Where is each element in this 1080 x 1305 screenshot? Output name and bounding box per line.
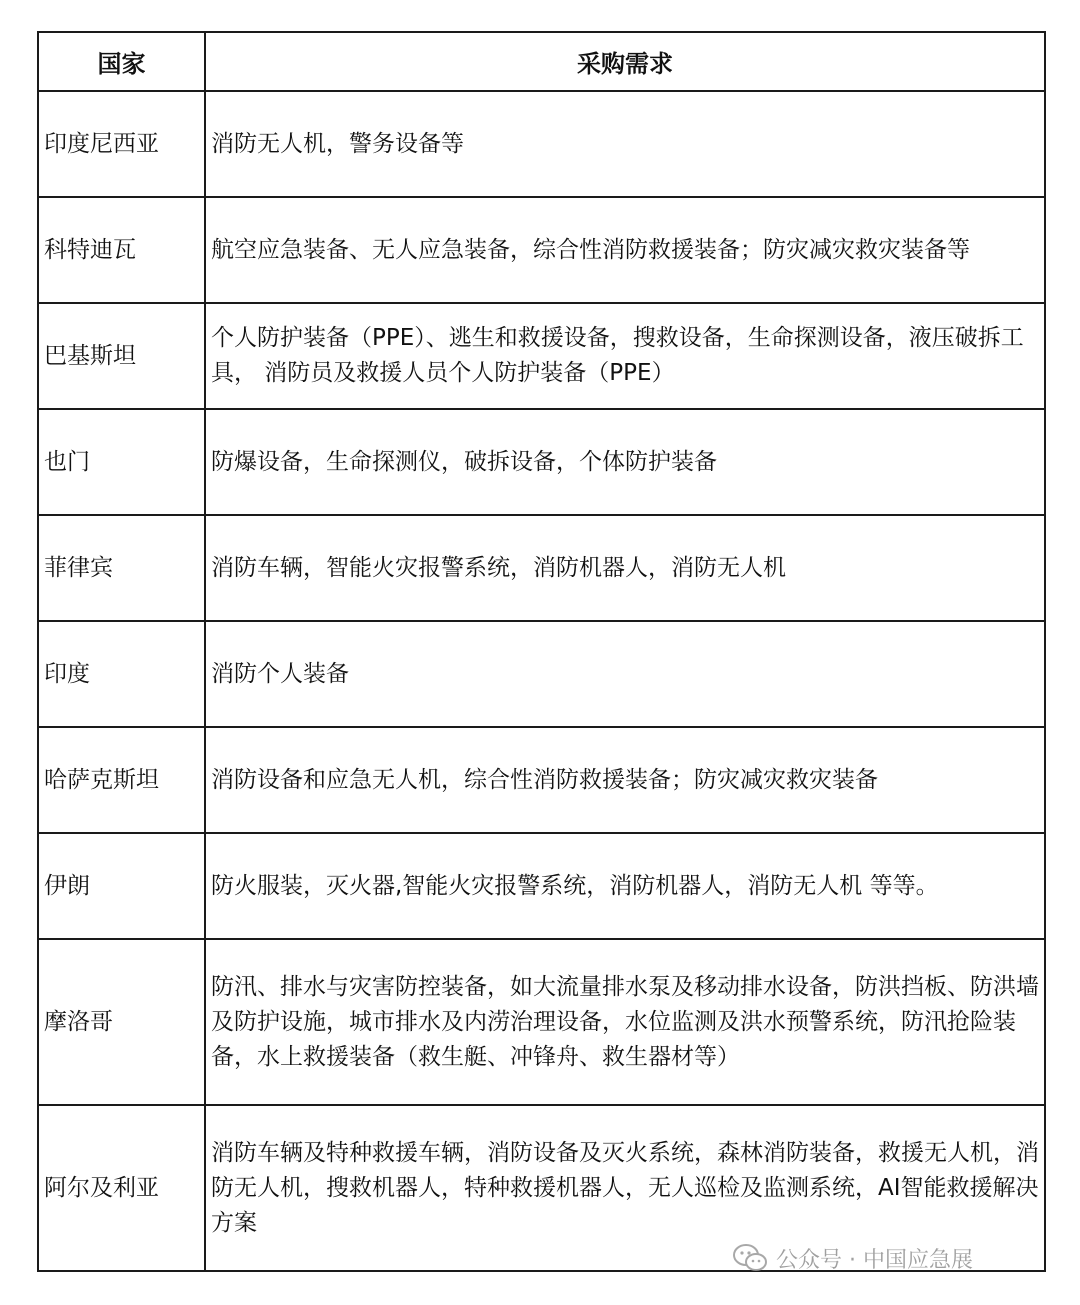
table-row	[38, 621, 1045, 727]
country-cell: 印度	[38, 621, 205, 727]
country-cell: 巴基斯坦	[38, 303, 205, 409]
demand-cell: 防汛、排水与灾害防控装备，如大流量排水泵及移动排水设备，防洪挡板、防洪墙及防护设施，城市排水及内涝治理设备，水位监测及洪水预警系统，防汛抢险装备，水上救援装备（救生艇、冲锋舟、救生器材等）	[205, 939, 1045, 1105]
country-cell: 哈萨克斯坦	[38, 727, 205, 833]
watermark	[732, 1240, 973, 1276]
demand-cell: 防爆设备，生命探测仪，破拆设备，个体防护装备	[205, 409, 1045, 515]
demand-cell: 个人防护装备（PPE）、逃生和救援设备，搜救设备，生命探测设备，液压破拆工具， 消防员及救援人员个人防护装备（PPE）	[205, 303, 1045, 409]
demand-cell: 防火服装，灭火器,智能火灾报警系统，消防机器人，消防无人机 等等。	[205, 833, 1045, 939]
demand-cell: 消防车辆及特种救援车辆，消防设备及灭火系统，森林消防装备，救援无人机，消防无人机，搜救机器人，特种救援机器人，无人巡检及监测系统，AI智能救援解决方案	[205, 1105, 1045, 1271]
header-row	[38, 32, 1045, 91]
country-cell: 阿尔及利亚	[38, 1105, 205, 1271]
header-country: 国家	[38, 32, 205, 91]
country-cell: 也门	[38, 409, 205, 515]
demand-cell: 消防设备和应急无人机，综合性消防救援装备；防灾减灾救灾装备	[205, 727, 1045, 833]
table-row	[38, 303, 1045, 409]
procurement-table	[37, 31, 1046, 1272]
table-row	[38, 409, 1045, 515]
table-row	[38, 197, 1045, 303]
table-row	[38, 91, 1045, 197]
wechat-icon	[732, 1243, 768, 1273]
country-cell: 菲律宾	[38, 515, 205, 621]
demand-cell: 消防个人装备	[205, 621, 1045, 727]
country-cell: 科特迪瓦	[38, 197, 205, 303]
header-demand: 采购需求	[205, 32, 1045, 91]
table-row	[38, 515, 1045, 621]
table-row	[38, 727, 1045, 833]
country-cell: 伊朗	[38, 833, 205, 939]
demand-cell: 消防车辆，智能火灾报警系统，消防机器人，消防无人机	[205, 515, 1045, 621]
demand-cell: 航空应急装备、无人应急装备，综合性消防救援装备；防灾减灾救灾装备等	[205, 197, 1045, 303]
table-row	[38, 939, 1045, 1105]
country-cell: 印度尼西亚	[38, 91, 205, 197]
country-cell: 摩洛哥	[38, 939, 205, 1105]
demand-cell: 消防无人机，警务设备等	[205, 91, 1045, 197]
table-row	[38, 833, 1045, 939]
watermark-text: 公众号 · 中国应急展	[776, 1247, 973, 1273]
